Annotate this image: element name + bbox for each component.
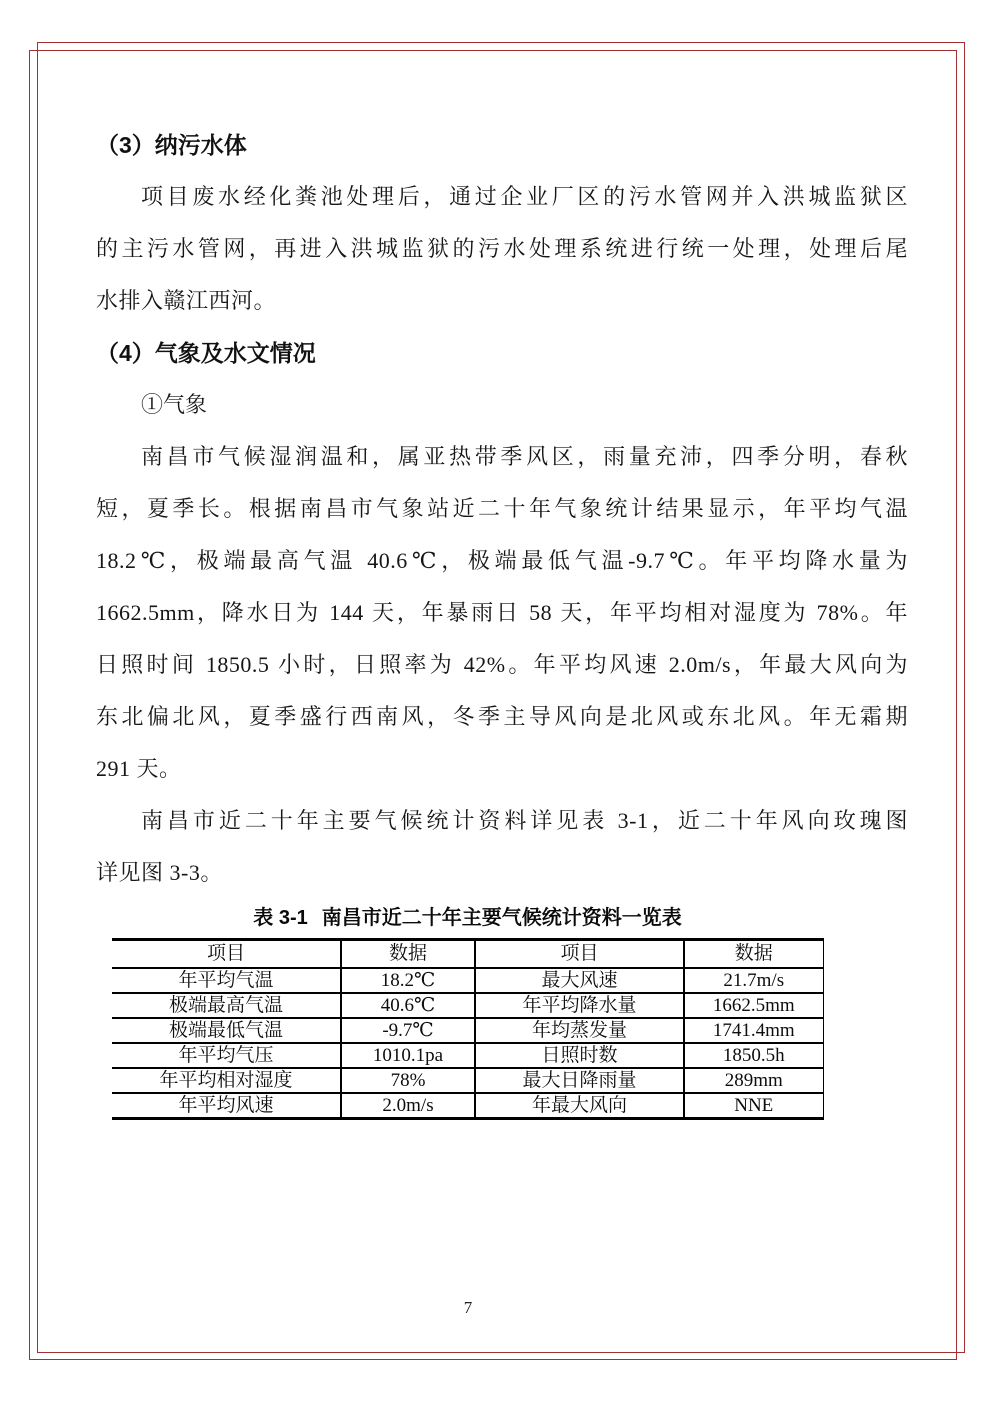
climate-statistics-table (112, 938, 824, 1120)
table-cell: 1850.5h (684, 1043, 823, 1068)
table-row (112, 993, 823, 1018)
table-row (112, 1018, 823, 1043)
table-cell: 年均蒸发量 (475, 1018, 684, 1043)
section-heading-4: （4）气象及水文情况 (96, 340, 316, 366)
table-cell: 年平均降水量 (475, 993, 684, 1018)
paragraph1-line2: 的主污水管网，再进入洪城监狱的污水处理系统进行统一处理，处理后尾 (96, 236, 908, 261)
paragraph1-line3: 水排入赣江西河。 (96, 288, 277, 313)
table-cell: 年平均风速 (112, 1093, 341, 1119)
table-cell: 40.6℃ (341, 993, 475, 1018)
table-header-row (112, 940, 823, 969)
table-caption-label: 表 3-1 (253, 907, 308, 929)
table-cell: 18.2℃ (341, 968, 475, 993)
table-cell: 1010.1pa (341, 1043, 475, 1068)
table-cell: 年最大风向 (475, 1093, 684, 1119)
paragraph2-line3: 18.2℃，极端最高气温 40.6℃，极端最低气温-9.7℃。年平均降水量为 (96, 548, 908, 573)
paragraph2-line7: 291 天。 (96, 756, 182, 781)
table-cell: 最大日降雨量 (475, 1068, 684, 1093)
table-header-cell: 项目 (112, 940, 341, 969)
table-cell: 年平均气温 (112, 968, 341, 993)
paragraph3-line2: 详见图 3-3。 (96, 860, 223, 885)
table-cell: 1741.4mm (684, 1018, 823, 1043)
page-number: 7 (463, 1298, 473, 1317)
paragraph1-line1: 项目废水经化粪池处理后，通过企业厂区的污水管网并入洪城监狱区 (141, 184, 908, 209)
table-cell: 极端最高气温 (112, 993, 341, 1018)
table-cell: 1662.5mm (684, 993, 823, 1018)
table-caption (112, 901, 823, 935)
paragraph2-line6: 东北偏北风，夏季盛行西南风，冬季主导风向是北风或东北风。年无霜期 (96, 704, 908, 729)
table-cell: 极端最低气温 (112, 1018, 341, 1043)
paragraph2-line1: 南昌市气候湿润温和，属亚热带季风区，雨量充沛，四季分明，春秋 (141, 444, 908, 469)
table-cell: 289mm (684, 1068, 823, 1093)
table-cell: 78% (341, 1068, 475, 1093)
table-cell: 21.7m/s (684, 968, 823, 993)
table-cell: 年平均相对湿度 (112, 1068, 341, 1093)
table-cell: 2.0m/s (341, 1093, 475, 1119)
table-header-cell: 数据 (684, 940, 823, 969)
table-caption-text: 南昌市近二十年主要气候统计资料一览表 (321, 907, 682, 929)
table-cell: -9.7℃ (341, 1018, 475, 1043)
subsection-heading-weather: ①气象 (141, 392, 208, 417)
table-cell: NNE (684, 1093, 823, 1119)
table-cell: 日照时数 (475, 1043, 684, 1068)
paragraph2-line4: 1662.5mm，降水日为 144 天，年暴雨日 58 天，年平均相对湿度为 78%。年 (96, 600, 908, 625)
table-header-cell: 数据 (341, 940, 475, 969)
table-header-cell: 项目 (475, 940, 684, 969)
section-heading-3: （3）纳污水体 (96, 132, 247, 158)
table-cell: 年平均气压 (112, 1043, 341, 1068)
table-row (112, 968, 823, 993)
table-row (112, 1068, 823, 1093)
paragraph2-line5: 日照时间 1850.5 小时，日照率为 42%。年平均风速 2.0m/s，年最大风向为 (96, 652, 908, 677)
table-row (112, 1043, 823, 1068)
paragraph2-line2: 短，夏季长。根据南昌市气象站近二十年气象统计结果显示，年平均气温 (96, 496, 908, 521)
table-cell: 最大风速 (475, 968, 684, 993)
paragraph3-line1: 南昌市近二十年主要气候统计资料详见表 3-1，近二十年风向玫瑰图 (141, 808, 908, 833)
table-row (112, 1093, 823, 1119)
